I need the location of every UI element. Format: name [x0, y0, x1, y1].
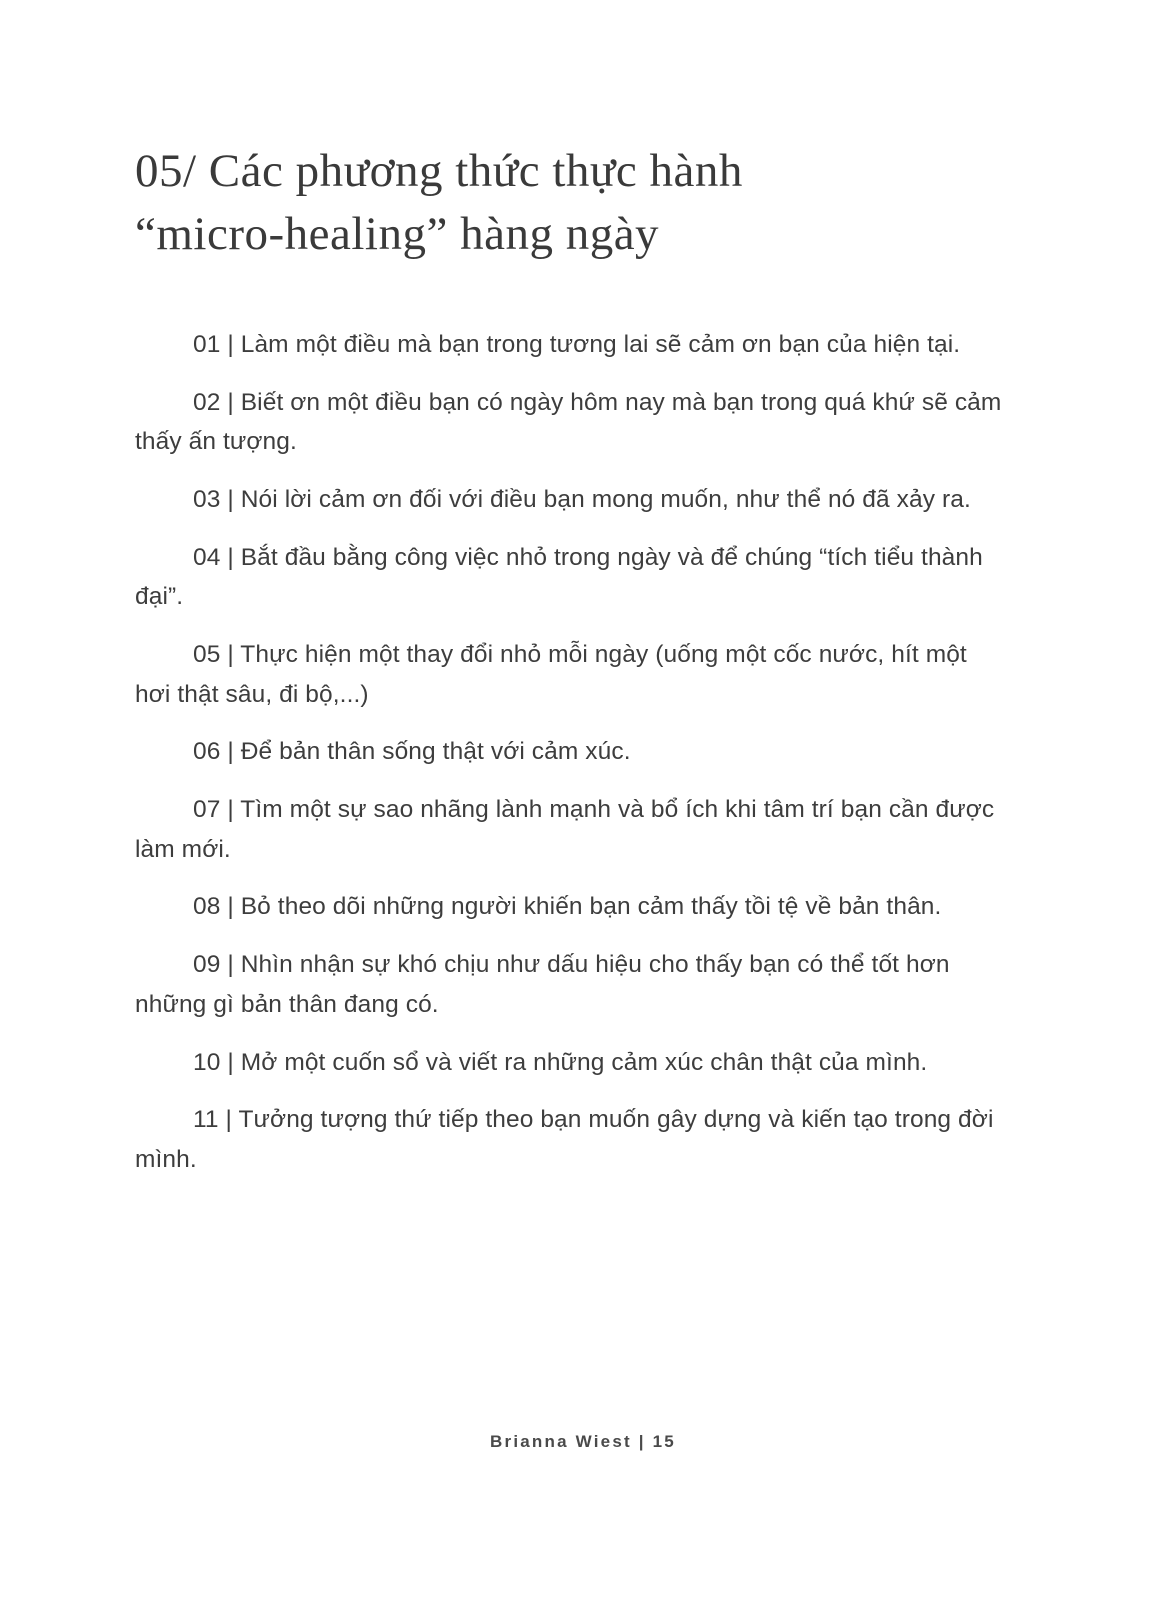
- list-item: [135, 1043, 1006, 1083]
- list-item-number: 02 |: [193, 388, 241, 416]
- list-item-text: Thực hiện một thay đổi nhỏ mỗi ngày (uống một cốc nước, hít một hơi thật sâu, đi bộ,...): [135, 641, 967, 708]
- page-title: [135, 140, 1006, 267]
- list-item-number: 09 |: [193, 951, 241, 979]
- list-item-number: 04 |: [193, 543, 241, 571]
- list-item: [135, 887, 1006, 927]
- list-item-text: Bắt đầu bằng công việc nhỏ trong ngày và để chúng “tích tiểu thành đại”.: [135, 543, 983, 611]
- list-item-text: Tìm một sự sao nhãng lành mạnh và bổ ích khi tâm trí bạn cần được làm mới.: [135, 796, 995, 863]
- list-item: [135, 383, 1006, 462]
- list-item: [135, 790, 1006, 869]
- list-item-text: Tưởng tượng thứ tiếp theo bạn muốn gây dựng và kiến tạo trong đời mình.: [135, 1106, 994, 1173]
- list-item: [135, 325, 1006, 365]
- list-item-text: Để bản thân sống thật với cảm xúc.: [240, 738, 631, 766]
- list-item-text: Làm một điều mà bạn trong tương lai sẽ cảm ơn bạn của hiện tại.: [240, 330, 961, 358]
- list-item-number: 05 |: [193, 641, 241, 668]
- list-item-text: Biết ơn một điều bạn có ngày hôm nay mà bạn trong quá khứ sẽ cảm thấy ấn tượng.: [135, 388, 1002, 456]
- list-item-number: 06 |: [193, 738, 241, 766]
- list-item-number: 01 |: [193, 330, 241, 358]
- list-item: [135, 480, 1006, 520]
- list-item-text: Bỏ theo dõi những người khiến bạn cảm thấy tồi tệ về bản thân.: [240, 893, 942, 921]
- list-item-number: 03 |: [193, 485, 241, 513]
- list-item: [135, 635, 1006, 714]
- list-item-text: Mở một cuốn sổ và viết ra những cảm xúc chân thật của mình.: [240, 1048, 928, 1076]
- list-item: [135, 538, 1006, 617]
- page-title-line-2: “micro-healing” hàng ngày: [135, 208, 660, 261]
- list-item-text: Nhìn nhận sự khó chịu như dấu hiệu cho thấy bạn có thể tốt hơn những gì bản thân đang có.: [135, 951, 950, 1018]
- list-item: [135, 945, 1006, 1024]
- list-item-number: 08 |: [193, 893, 241, 921]
- page-footer: Brianna Wiest | 15: [490, 1432, 676, 1451]
- page-title-line-1: 05/ Các phương thức thực hành: [135, 145, 743, 197]
- document-body: [135, 325, 1006, 1180]
- list-item: [135, 732, 1006, 772]
- list-item: [135, 1100, 1006, 1179]
- list-item-number: 07 |: [193, 796, 241, 824]
- list-item-number: 10 |: [193, 1048, 241, 1076]
- list-item-text: Nói lời cảm ơn đối với điều bạn mong muốn, như thể nó đã xảy ra.: [240, 485, 971, 513]
- list-item-number: 11 |: [193, 1106, 239, 1134]
